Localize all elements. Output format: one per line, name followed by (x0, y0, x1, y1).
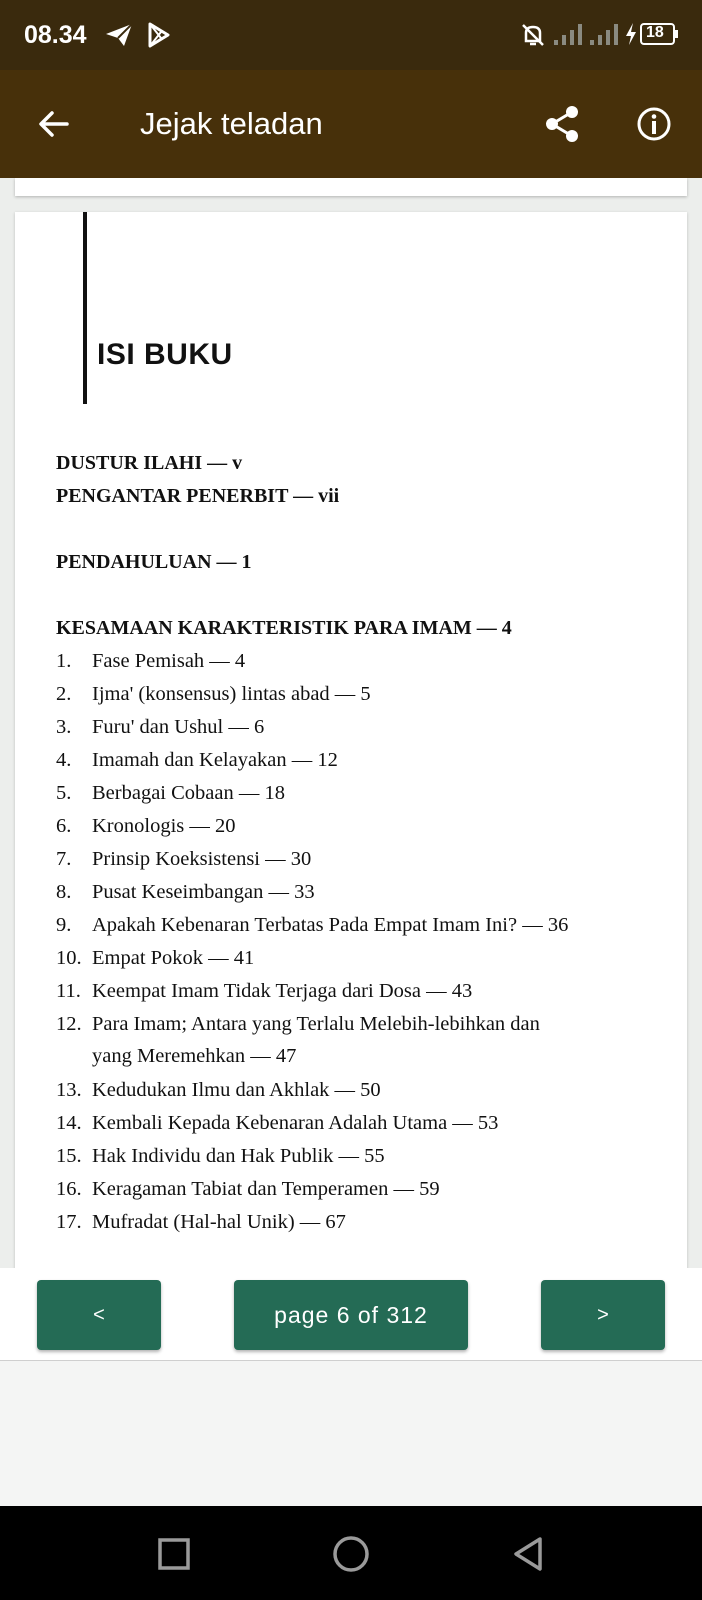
signal-icon (552, 22, 586, 51)
battery-icon (640, 22, 680, 51)
toc-item-text: Keragaman Tabiat dan Temperamen — 59 (92, 1178, 440, 1200)
toc-item-text: Berbagai Cobaan — 18 (92, 782, 285, 804)
bell-off-icon (520, 22, 546, 53)
toc-item-number: 12. (56, 1013, 82, 1035)
previous-page-button[interactable] (37, 1280, 161, 1350)
triangle-back-icon (511, 1535, 545, 1573)
pdf-viewer[interactable] (0, 178, 702, 1268)
back-button[interactable] (30, 100, 78, 148)
pdf-page (15, 212, 687, 1268)
toc-entry: PENDAHULUAN — 1 (56, 551, 252, 573)
system-navigation-bar (0, 1506, 702, 1600)
toc-item-text: Kembali Kepada Kebenaran Adalah Utama — 53 (92, 1112, 499, 1134)
toc-item (56, 947, 676, 970)
toc-item-number: 17. (56, 1211, 82, 1233)
toc-item-text: Pusat Keseimbangan — 33 (92, 881, 315, 903)
toc-item (56, 815, 676, 838)
toc-item-number: 9. (56, 914, 72, 936)
toc-item-number: 15. (56, 1145, 82, 1167)
home-button[interactable] (329, 1532, 373, 1576)
toc-item-text: Mufradat (Hal-hal Unik) — 67 (92, 1211, 346, 1233)
toc-item (56, 1211, 676, 1234)
next-page-label: > (597, 1303, 609, 1326)
app-title: Jejak teladan (140, 106, 323, 141)
toc-item (56, 683, 676, 706)
previous-page-edge (15, 178, 687, 196)
toc-item-number: 11. (56, 980, 81, 1002)
system-back-button[interactable] (506, 1532, 550, 1576)
toc-item (56, 848, 676, 871)
toc-item-text: Para Imam; Antara yang Terlalu Melebih-lebihkan dan (92, 1013, 540, 1035)
toc-item-continuation: yang Meremehkan — 47 (92, 1045, 297, 1067)
toc-item-number: 6. (56, 815, 72, 837)
share-icon (544, 105, 580, 143)
signal-icon (588, 22, 622, 51)
toc-item-number: 14. (56, 1112, 82, 1134)
toc-item (56, 1079, 676, 1102)
toc-item-number: 5. (56, 782, 72, 804)
toc-entry: DUSTUR ILAHI — v (56, 452, 243, 474)
next-page-button[interactable] (541, 1280, 665, 1350)
toc-item-number: 4. (56, 749, 72, 771)
circle-icon (332, 1535, 370, 1573)
toc-item (56, 881, 676, 904)
toc-item (56, 749, 676, 772)
page-navigation (0, 1268, 702, 1361)
toc-item-text: Fase Pemisah — 4 (92, 650, 246, 672)
heading-rule (83, 212, 87, 404)
toc-item-text: Imamah dan Kelayakan — 12 (92, 749, 338, 771)
toc-item (56, 1013, 676, 1068)
page-heading: ISI BUKU (97, 338, 233, 371)
toc-item-number: 7. (56, 848, 72, 870)
battery-level: 18 (646, 24, 664, 41)
toc-item-number: 8. (56, 881, 72, 903)
toc-item-text: Prinsip Koeksistensi — 30 (92, 848, 312, 870)
toc-item-text: Hak Individu dan Hak Publik — 55 (92, 1145, 385, 1167)
recents-button[interactable] (152, 1532, 196, 1576)
toc-item (56, 716, 676, 739)
toc-item-number: 10. (56, 947, 82, 969)
toc-item-number: 1. (56, 650, 72, 672)
toc-entry: KESAMAAN KARAKTERISTIK PARA IMAM — 4 (56, 617, 512, 639)
toc-item (56, 650, 676, 673)
toc-item-text: Kronologis — 20 (92, 815, 236, 837)
toc-item-text: Empat Pokok — 41 (92, 947, 255, 969)
toc-item-number: 13. (56, 1079, 82, 1101)
play-store-icon (146, 22, 172, 53)
app-bar (0, 70, 702, 178)
toc-item-number: 3. (56, 716, 72, 738)
share-button[interactable] (538, 100, 586, 148)
toc-item (56, 1145, 676, 1168)
arrow-back-icon (37, 109, 71, 139)
toc-item-text: Kedudukan Ilmu dan Akhlak — 50 (92, 1079, 381, 1101)
info-button[interactable] (630, 100, 678, 148)
toc-item (56, 980, 676, 1003)
toc-item (56, 914, 676, 937)
toc-item-text: Keempat Imam Tidak Terjaga dari Dosa — 43 (92, 980, 473, 1002)
toc-item-text: Furu' dan Ushul — 6 (92, 716, 265, 738)
charging-icon (624, 22, 638, 51)
toc-item-text: Ijma' (konsensus) lintas abad — 5 (92, 683, 371, 705)
toc-entry: PENGANTAR PENERBIT — vii (56, 485, 340, 507)
toc-item (56, 1112, 676, 1135)
toc-item-text: Apakah Kebenaran Terbatas Pada Empat Imam Ini? — 36 (92, 914, 569, 936)
info-icon (636, 106, 672, 142)
empty-area (0, 1361, 702, 1505)
previous-page-label: < (93, 1303, 105, 1326)
toc-item-number: 16. (56, 1178, 82, 1200)
toc-item (56, 782, 676, 805)
page-indicator-label: page 6 of 312 (274, 1301, 428, 1328)
toc-item (56, 1178, 676, 1201)
telegram-icon (104, 22, 134, 53)
square-icon (157, 1537, 191, 1571)
status-time: 08.34 (24, 21, 87, 49)
page-indicator-button[interactable] (234, 1280, 468, 1350)
status-bar (0, 0, 702, 70)
toc-item-number: 2. (56, 683, 72, 705)
